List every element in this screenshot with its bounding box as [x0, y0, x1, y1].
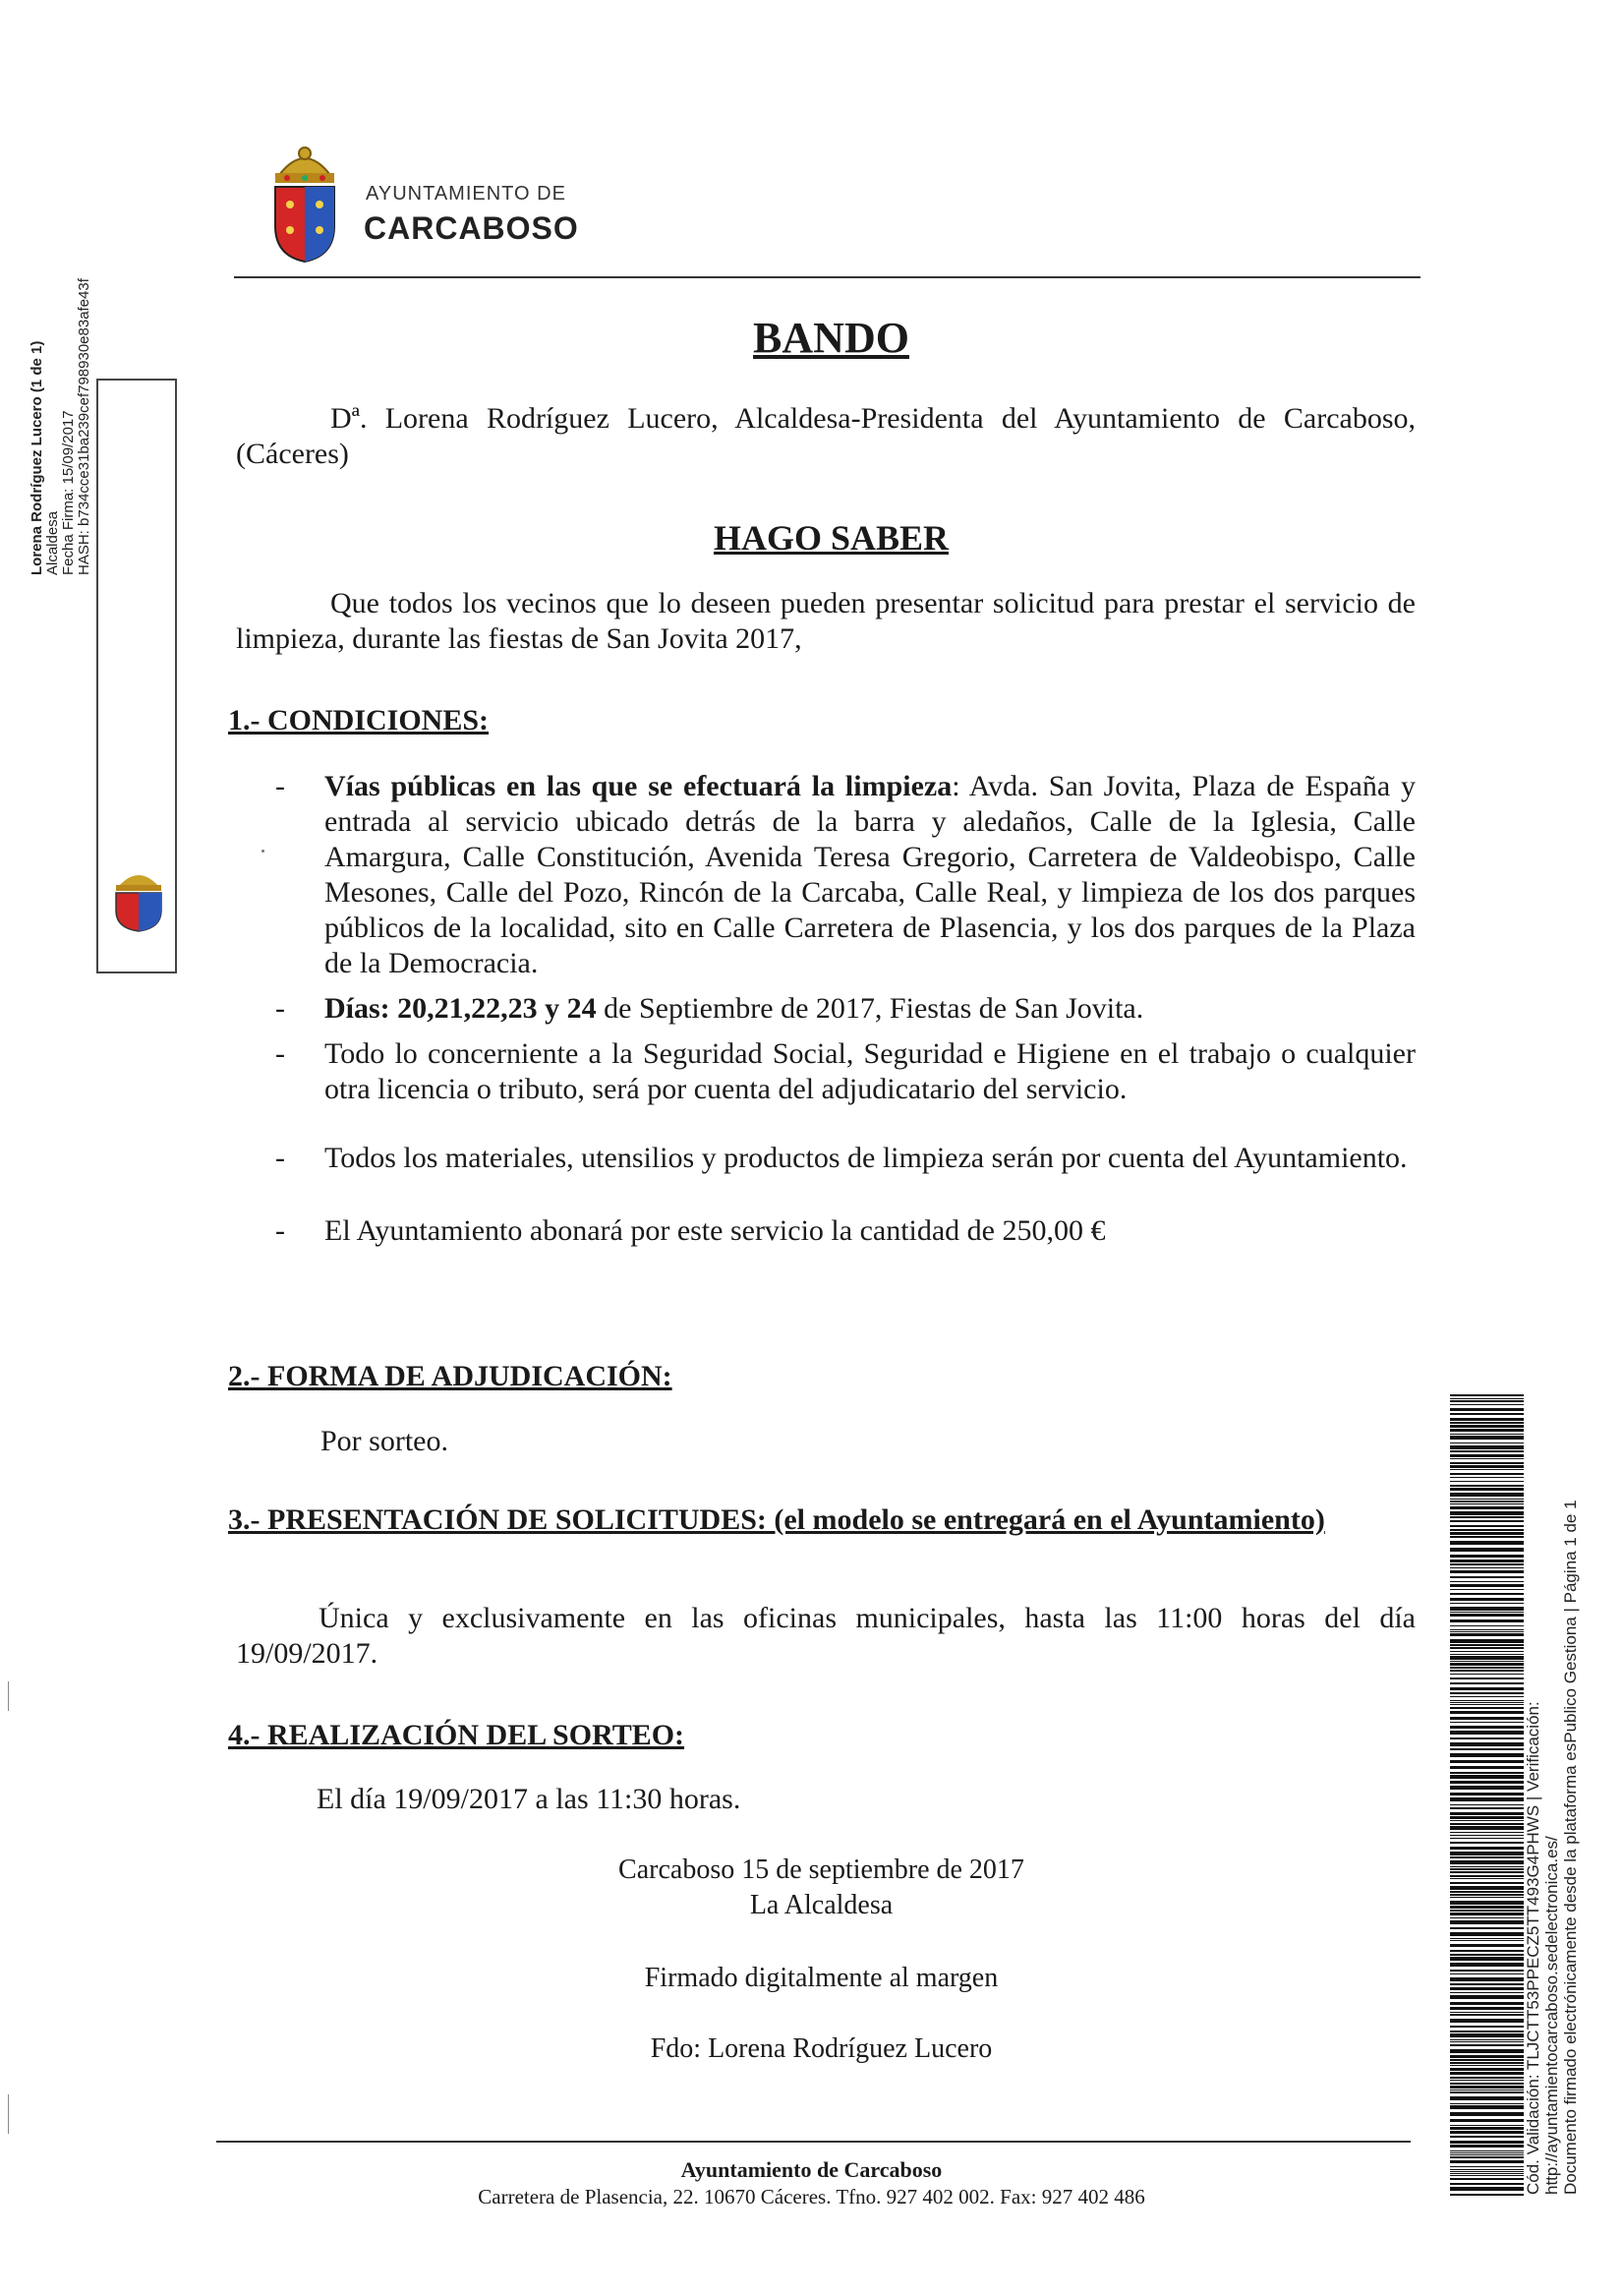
barcode-bar — [1450, 1700, 1524, 1701]
barcode-bar — [1450, 1940, 1524, 1941]
scan-fleck — [261, 850, 264, 853]
barcode-bar — [1450, 2194, 1524, 2196]
barcode-bar — [1450, 1826, 1524, 1830]
barcode-bar — [1450, 1906, 1524, 1909]
barcode-bar — [1450, 1589, 1524, 1590]
barcode-bar — [1450, 1520, 1524, 1522]
barcode-bar — [1450, 1633, 1524, 1636]
barcode-bar — [1450, 2007, 1524, 2010]
barcode-bar — [1450, 1593, 1524, 1595]
barcode-bar — [1450, 1977, 1524, 1981]
barcode-bar — [1450, 1670, 1524, 1672]
barcode-bar — [1450, 2041, 1524, 2042]
barcode-bar — [1450, 1473, 1524, 1475]
barcode-bar — [1450, 1625, 1524, 1626]
barcode-bar — [1450, 1394, 1524, 1396]
solicitudes-text: Única y exclusivamente en las oficinas municipales, hasta las 11:00 horas del día 19/09/2017. — [236, 1602, 1416, 1670]
barcode-bar — [1450, 1866, 1524, 1867]
footer-divider — [216, 2141, 1411, 2143]
barcode-bar — [1450, 2002, 1524, 2005]
barcode-bar — [1450, 1465, 1524, 1468]
barcode-bar — [1450, 2033, 1524, 2037]
barcode-bar — [1450, 1485, 1524, 1487]
barcode-bar — [1450, 1852, 1524, 1855]
barcode-bar — [1450, 2049, 1524, 2053]
stamp-hash: HASH: b734cce31ba239cef798930e83afe43f — [76, 278, 92, 575]
barcode-bar — [1450, 1555, 1524, 1558]
barcode-bar — [1450, 1654, 1524, 1655]
barcode-bar — [1450, 2026, 1524, 2028]
barcode-bar — [1450, 1469, 1524, 1470]
barcode-bar — [1450, 1737, 1524, 1739]
barcode-bar — [1450, 2171, 1524, 2172]
footer-address: Carretera de Plasencia, 22. 10670 Cáceres. Tfno. 927 402 002. Fax: 927 402 486 — [478, 2185, 1145, 2208]
barcode-bar — [1450, 1651, 1524, 1652]
barcode-bar — [1450, 2080, 1524, 2081]
barcode-bar — [1450, 1707, 1524, 1709]
barcode-bar — [1450, 2150, 1524, 2151]
barcode-bar — [1450, 1878, 1524, 1879]
barcode-bar — [1450, 1400, 1524, 1402]
adjudicacion-text: Por sorteo. — [320, 1425, 448, 1457]
stamp-seal-icon — [110, 865, 167, 932]
hago-saber-heading: HAGO SABER — [713, 518, 950, 558]
barcode-bar — [1450, 1786, 1524, 1790]
barcode-bar — [1450, 2178, 1524, 2180]
barcode-bar — [1450, 1781, 1524, 1784]
barcode-bar — [1450, 1963, 1524, 1967]
barcode-bar — [1450, 1607, 1524, 1611]
barcode-bar — [1450, 2112, 1524, 2116]
barcode-bar — [1450, 2014, 1524, 2016]
barcode-bar — [1450, 1563, 1524, 1565]
barcode-bar — [1450, 1647, 1524, 1649]
barcode-bar — [1450, 1957, 1524, 1961]
header-divider — [234, 276, 1420, 278]
condition-text: Todos los materiales, utensilios y productos de limpieza serán por cuenta del Ayuntamiento. — [324, 1142, 1408, 1174]
barcode-bar — [1450, 2019, 1524, 2023]
barcode-bar — [1450, 1920, 1524, 1924]
barcode-bar — [1450, 2160, 1524, 2163]
barcode-bar — [1450, 1511, 1524, 1515]
signature-role: La Alcaldesa — [749, 1890, 894, 1920]
barcode-bar — [1450, 1970, 1524, 1972]
document-title: BANDO — [753, 314, 909, 362]
barcode-bar — [1450, 1570, 1524, 1573]
barcode-bar — [1450, 1772, 1524, 1774]
list-item: - Todo lo concerniente a la Seguridad Social, Seguridad e Higiene en el trabajo o cualquier otra licencia o tributo, será por cuenta del adjudicatario del servicio. — [275, 1037, 1416, 1105]
barcode-bar — [1450, 1501, 1524, 1502]
barcode-bar — [1450, 1477, 1524, 1478]
barcode-bar — [1450, 1842, 1524, 1844]
barcode-bar — [1450, 1753, 1524, 1757]
barcode-bar — [1450, 1560, 1524, 1562]
barcode-bar — [1450, 1910, 1524, 1912]
barcode-bar — [1450, 1678, 1524, 1679]
barcode-bar — [1450, 1667, 1524, 1669]
barcode-bar — [1450, 1481, 1524, 1482]
barcode-bar — [1450, 1548, 1524, 1552]
condition-text: : Avda. San Jovita, Plaza de España y entrada al servicio ubicado detrás de la barra y aledaños, Calle de la Iglesia, Calle Amargura, Calle Constitución, Avenida Teresa Gregorio, Carretera de Valdeobispo, Calle Mesones, Calle del Pozo, Rincón de la Carcaba, Calle Real, y limpieza de los dos parques públicos de la localidad, sito en Calle Carretera de Plasencia, y los dos parques de la Plaza de la Democracia. — [324, 770, 1416, 979]
barcode-bar — [1450, 1823, 1524, 1825]
barcode-bar — [1450, 2077, 1524, 2079]
barcode-bar — [1450, 1413, 1524, 1415]
validation-text — [1524, 1388, 1580, 2195]
barcode-bar — [1450, 2131, 1524, 2134]
barcode-bar — [1450, 2141, 1524, 2144]
barcode-bar — [1450, 1901, 1524, 1905]
barcode-bar — [1450, 1674, 1524, 1675]
barcode-bar — [1450, 1445, 1524, 1449]
barcode-bar — [1450, 2136, 1524, 2138]
barcode-bar — [1450, 1532, 1524, 1535]
barcode-bar — [1450, 1717, 1524, 1720]
barcode-bar — [1450, 1807, 1524, 1809]
barcode-bar — [1450, 1860, 1524, 1864]
barcode-bar — [1450, 1932, 1524, 1936]
coat-of-arms-icon — [269, 136, 340, 264]
barcode-bar — [1450, 1987, 1524, 1990]
barcode-bar — [1450, 1398, 1524, 1399]
barcode-bar — [1450, 1835, 1524, 1836]
list-item: - Días: 20,21,22,23 y 24 de Septiembre de 2017, Fiestas de San Jovita. — [275, 992, 1144, 1025]
condition-bold: Días: 20,21,22,23 y 24 — [324, 992, 597, 1025]
barcode-bar — [1450, 1812, 1524, 1815]
barcode-bar — [1450, 2119, 1524, 2122]
barcode-bar — [1450, 1897, 1524, 1898]
signature-place-date: Carcaboso 15 de septiembre de 2017 — [618, 1854, 1024, 1885]
barcode-bar — [1450, 1639, 1524, 1643]
barcode-bar — [1450, 1760, 1524, 1763]
barcode-bar — [1450, 2012, 1524, 2013]
barcode-bar — [1450, 2175, 1524, 2176]
barcode-bar — [1450, 1927, 1524, 1929]
barcode-bar — [1450, 1995, 1524, 1999]
barcode-bar — [1450, 1726, 1524, 1729]
scan-mark — [8, 2094, 9, 2134]
barcode-bar — [1450, 1644, 1524, 1646]
barcode-bar — [1450, 2187, 1524, 2191]
barcode-bar — [1450, 2166, 1524, 2167]
barcode-bar — [1450, 2059, 1524, 2061]
barcode-bar — [1450, 2156, 1524, 2158]
barcode-bar — [1450, 1868, 1524, 1870]
barcode-bar — [1450, 1619, 1524, 1622]
signature-digital-note: Firmado digitalmente al margen — [644, 1963, 999, 1993]
section-sorteo-heading: 4.- REALIZACIÓN DEL SORTEO: — [228, 1719, 685, 1751]
barcode-bar — [1450, 1938, 1524, 1939]
barcode-bar — [1450, 1584, 1524, 1587]
barcode-bar — [1450, 1603, 1524, 1604]
barcode-bar — [1450, 1631, 1524, 1632]
barcode-bar — [1450, 1838, 1524, 1839]
condition-text: de Septiembre de 2017, Fiestas de San Jovita. — [596, 992, 1144, 1025]
barcode-bar — [1450, 1793, 1524, 1796]
barcode-bar — [1450, 2183, 1524, 2185]
barcode-icon — [1450, 1394, 1524, 2196]
barcode-bar — [1450, 1598, 1524, 1601]
barcode-bar — [1450, 1954, 1524, 1956]
scan-mark — [8, 1681, 9, 1711]
barcode-bar — [1450, 1422, 1524, 1424]
barcode-bar — [1450, 1418, 1524, 1421]
barcode-bar — [1450, 1973, 1524, 1974]
barcode-bar — [1450, 2039, 1524, 2040]
validation-line-1: Cód. Validación: TLJCTT53PPECZ5TT493G4PHWS | Verificación: http://ayuntamientocarcaboso.sedelectronica.es/ — [1524, 1701, 1561, 2195]
barcode-bar — [1450, 1408, 1524, 1411]
section-adjudicacion-heading: 2.- FORMA DE ADJUDICACIÓN: — [228, 1360, 672, 1392]
barcode-bar — [1450, 1458, 1524, 1459]
barcode-bar — [1450, 1992, 1524, 1993]
barcode-bar — [1450, 1687, 1524, 1690]
barcode-bar — [1450, 1913, 1524, 1915]
barcode-bar — [1450, 2127, 1524, 2130]
barcode-bar — [1450, 1816, 1524, 1819]
signature-stamp-text — [29, 113, 108, 575]
barcode-bar — [1450, 2173, 1524, 2174]
barcode-bar — [1450, 2145, 1524, 2148]
barcode-bar — [1450, 1711, 1524, 1714]
barcode-bar — [1450, 1661, 1524, 1662]
barcode-bar — [1450, 1766, 1524, 1769]
barcode-bar — [1450, 1629, 1524, 1630]
barcode-bar — [1450, 2044, 1524, 2046]
barcode-bar — [1450, 1875, 1524, 1877]
barcode-bar — [1450, 1499, 1524, 1500]
announcement-paragraph: Que todos los vecinos que lo deseen pueden presentar solicitud para prestar el servicio de limpieza, durante las fiestas de San Jovita 2017, — [236, 587, 1416, 655]
barcode-bar — [1450, 2152, 1524, 2153]
barcode-bar — [1450, 1434, 1524, 1435]
validation-line-2: Documento firmado electrónicamente desde la plataforma esPublico Gestiona | Página 1 de 1 — [1561, 1500, 1580, 2195]
barcode-bar — [1450, 1692, 1524, 1694]
barcode-bar — [1450, 2154, 1524, 2155]
barcode-bar — [1450, 1429, 1524, 1432]
barcode-bar — [1450, 2103, 1524, 2104]
barcode-bar — [1450, 1950, 1524, 1952]
barcode-bar — [1450, 1832, 1524, 1833]
barcode-bar — [1450, 1614, 1524, 1617]
barcode-bar — [1450, 2105, 1524, 2109]
intro-paragraph: Dª. Lorena Rodríguez Lucero, Alcaldesa-Presidenta del Ayuntamiento de Carcaboso, (Cáceres) — [236, 402, 1416, 470]
section-condiciones-heading: 1.- CONDICIONES: — [228, 704, 490, 736]
barcode-bar — [1450, 1682, 1524, 1684]
barcode-bar — [1450, 1516, 1524, 1518]
barcode-bar — [1450, 1797, 1524, 1801]
barcode-bar — [1450, 1656, 1524, 1660]
barcode-bar — [1450, 2096, 1524, 2100]
barcode-bar — [1450, 1704, 1524, 1705]
org-label: AYUNTAMIENTO DE — [366, 183, 566, 205]
barcode-bar — [1450, 1775, 1524, 1779]
barcode-bar — [1450, 1536, 1524, 1538]
signature-name: Fdo: Lorena Rodríguez Lucero — [650, 2033, 993, 2064]
barcode-bar — [1450, 1525, 1524, 1527]
barcode-bar — [1450, 1820, 1524, 1821]
barcode-bar — [1450, 1462, 1524, 1464]
footer-org-name: Ayuntamiento de Carcaboso — [680, 2157, 943, 2182]
barcode-bar — [1450, 1541, 1524, 1545]
conditions-list — [275, 769, 1416, 1249]
list-item: - Todos los materiales, utensilios y productos de limpieza serán por cuenta del Ayuntamiento. — [275, 1142, 1408, 1174]
barcode-bar — [1450, 1503, 1524, 1504]
barcode-bar — [1450, 1886, 1524, 1890]
barcode-bar — [1450, 1742, 1524, 1746]
list-item: - El Ayuntamiento abonará por este servicio la cantidad de 250,00 € — [275, 1214, 1106, 1247]
barcode-bar — [1450, 1696, 1524, 1697]
barcode-bar — [1450, 1731, 1524, 1735]
barcode-bar — [1450, 1891, 1524, 1893]
barcode-bar — [1450, 1847, 1524, 1850]
barcode-bar — [1450, 2091, 1524, 2093]
barcode-bar — [1450, 1576, 1524, 1578]
org-name: CARCABOSO — [364, 210, 579, 246]
barcode-bar — [1450, 1425, 1524, 1428]
barcode-bar — [1450, 1404, 1524, 1405]
stamp-signer: Lorena Rodríguez Lucero (1 de 1) — [29, 340, 45, 575]
barcode-bar — [1450, 2125, 1524, 2126]
barcode-bar — [1450, 1488, 1524, 1491]
condition-text: Todo lo concerniente a la Seguridad Social, Seguridad e Higiene en el trabajo o cualquier otra licencia o tributo, será por cuenta del adjudicatario del servicio. — [324, 1037, 1416, 1105]
barcode-bar — [1450, 2055, 1524, 2058]
stamp-role: Alcaldesa — [44, 510, 61, 575]
barcode-bar — [1450, 1529, 1524, 1531]
barcode-bar — [1450, 2068, 1524, 2071]
barcode-bar — [1450, 1581, 1524, 1582]
barcode-bar — [1450, 1983, 1524, 1985]
barcode-bar — [1450, 2169, 1524, 2170]
condition-bold: Vías públicas en las que se efectuará la limpieza — [324, 770, 953, 802]
barcode-bar — [1450, 2086, 1524, 2089]
barcode-bar — [1450, 2072, 1524, 2075]
barcode-bar — [1450, 1894, 1524, 1896]
barcode-bar — [1450, 1436, 1524, 1440]
barcode-bar — [1450, 1442, 1524, 1443]
barcode-bar — [1450, 1663, 1524, 1666]
barcode-bar — [1450, 1871, 1524, 1873]
stamp-date: Fecha Firma: 15/09/2017 — [60, 410, 77, 575]
barcode-bar — [1450, 1506, 1524, 1509]
list-item: - Vías públicas en las que se efectuará la limpieza: Avda. San Jovita, Plaza de España y entrada al servicio ubicado detrás de la barra y aledaños, Calle de la Iglesia, Calle Amargura, Calle Constitución, Avenida Teresa Gregorio, Carretera de Valdeobispo, Calle Mesones, Calle del Pozo, Rincón de la Carcaba, Calle Real, y limpieza de los dos parques públicos de la localidad, sito en Calle Carretera de Plasencia, y los dos parques de la Plaza de la Democracia. — [275, 770, 1416, 979]
barcode-bar — [1450, 1702, 1524, 1703]
barcode-bar — [1450, 1944, 1524, 1947]
barcode-bar — [1450, 1917, 1524, 1918]
barcode-bar — [1450, 1804, 1524, 1805]
barcode-bar — [1450, 1882, 1524, 1884]
barcode-bar — [1450, 1856, 1524, 1858]
section-solicitudes-heading: 3.- PRESENTACIÓN DE SOLICITUDES: (el modelo se entregará en el Ayuntamiento) — [228, 1503, 1325, 1536]
barcode-bar — [1450, 1493, 1524, 1497]
barcode-bar — [1450, 1722, 1524, 1723]
barcode-bar — [1450, 2065, 1524, 2066]
condition-text: El Ayuntamiento abonará por este servicio la cantidad de 250,00 € — [324, 1214, 1106, 1247]
barcode-bar — [1450, 1612, 1524, 1613]
barcode-bar — [1450, 2083, 1524, 2085]
barcode-bar — [1450, 1454, 1524, 1457]
barcode-bar — [1450, 1748, 1524, 1750]
sorteo-text: El día 19/09/2017 a las 11:30 horas. — [317, 1783, 741, 1815]
barcode-bar — [1450, 1450, 1524, 1452]
barcode-bar — [1450, 2062, 1524, 2064]
barcode-bar — [1450, 1567, 1524, 1568]
barcode-bar — [1450, 2031, 1524, 2032]
